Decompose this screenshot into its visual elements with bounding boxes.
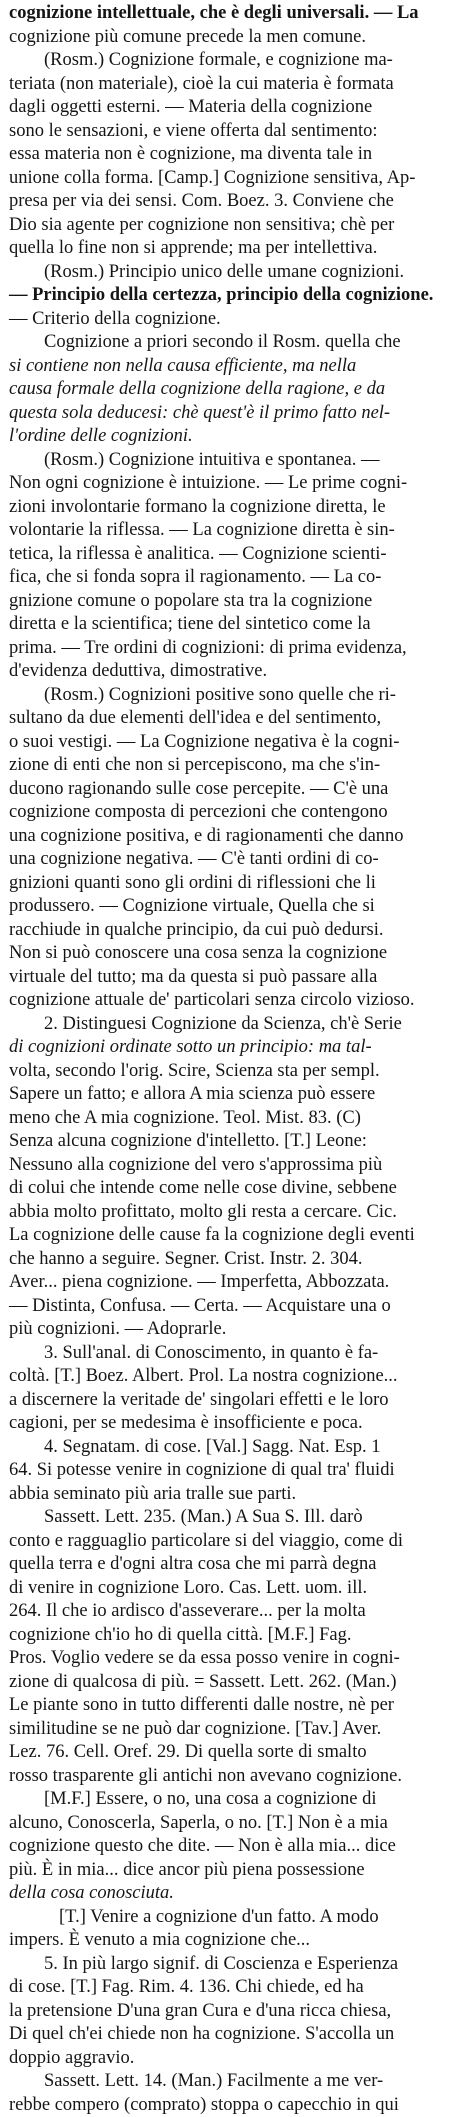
text-line: Non si può conoscere una cosa senza la cognizione xyxy=(9,942,466,966)
text-line: abbia seminato più aria tralle sue parti. xyxy=(9,1483,466,1507)
text-line: La cognizione delle cause fa la cognizione degli eventi xyxy=(9,1224,466,1248)
text-line: essa materia non è cognizione, ma diventa tale in xyxy=(9,143,466,167)
text-line: causa formale della cognizione della ragione, e da xyxy=(9,378,466,402)
text-line: 5. In più largo signif. di Coscienza e Esperienza xyxy=(9,1953,466,1977)
text-line: similitudine se ne può dar cognizione. [Tav.] Aver. xyxy=(9,1718,466,1742)
text-line: di cognizioni ordinate sotto un principio: ma tal- xyxy=(9,1036,466,1060)
text-line: teriata (non materiale), cioè la cui materia è formata xyxy=(9,73,466,97)
text-line: quella terra e d'ogni altra cosa che mi parrà degna xyxy=(9,1553,466,1577)
text-line: unione colla forma. [Camp.] Cognizione sensitiva, Ap- xyxy=(9,167,466,191)
text-line: Pros. Voglio vedere se da essa posso venire in cogni- xyxy=(9,1647,466,1671)
text-line: Non ogni cognizione è intuizione. — Le prime cogni- xyxy=(9,472,466,496)
text-line: di colui che intende come nelle cose divine, sebbene xyxy=(9,1177,466,1201)
text-line: di venire in cognizione Loro. Cas. Lett. uom. ill. xyxy=(9,1577,466,1601)
text-line: rebbe compero (comprato) stoppa o capecchio in qui xyxy=(9,2094,466,2117)
text-line: (Rosm.) Cognizione intuitiva e spontanea. — xyxy=(9,449,466,473)
text-line: conto e ragguaglio particolare si del viaggio, come di xyxy=(9,1530,466,1554)
text-line: — Principio della certezza, principio della cognizione. xyxy=(9,284,466,308)
text-line: tetica, la riflessa è analitica. — Cognizione scienti- xyxy=(9,543,466,567)
text-line: o suoi vestigi. — La Cognizione negativa è la cogni- xyxy=(9,731,466,755)
text-line: racchiude in qualche principio, da cui può dedursi. xyxy=(9,919,466,943)
text-line: Le piante sono in tutto differenti dalle nostre, nè per xyxy=(9,1694,466,1718)
text-line: virtuale del tutto; ma da questa si può passare alla xyxy=(9,966,466,990)
text-line: 4. Segnatam. di cose. [Val.] Sagg. Nat. Esp. 1 xyxy=(9,1436,466,1460)
text-line: [T.] Venire a cognizione d'un fatto. A modo xyxy=(9,1906,466,1930)
text-line: meno che A mia cognizione. Teol. Mist. 83. (C) xyxy=(9,1107,466,1131)
text-line: cognizione questo che dite. — Non è alla mia... dice xyxy=(9,1835,466,1859)
text-line: Nessuno alla cognizione del vero s'approssima più xyxy=(9,1154,466,1178)
text-line: (Rosm.) Cognizioni positive sono quelle che ri- xyxy=(9,684,466,708)
text-line: 2. Distinguesi Cognizione da Scienza, ch'è Serie xyxy=(9,1013,466,1037)
text-line: l'ordine delle cognizioni. xyxy=(9,425,466,449)
text-line: cognizione composta di percezioni che contengono xyxy=(9,801,466,825)
text-line: volontarie la riflessa. — La cognizione diretta è sin- xyxy=(9,519,466,543)
text-line: una cognizione negativa. — C'è tanti ordini di co- xyxy=(9,848,466,872)
text-line: Cognizione a priori secondo il Rosm. quella che xyxy=(9,331,466,355)
text-line: sono le sensazioni, e viene offerta dal sentimento: xyxy=(9,120,466,144)
text-line: a discernere la veritade de' singolari effetti e le loro xyxy=(9,1389,466,1413)
text-line: che hanno a seguire. Segner. Crist. Instr. 2. 304. xyxy=(9,1248,466,1272)
text-line: (Rosm.) Cognizione formale, e cognizione ma- xyxy=(9,49,466,73)
text-line: 3. Sull'anal. di Conoscimento, in quanto è fa- xyxy=(9,1342,466,1366)
text-line: zione di qualcosa di più. = Sassett. Lett. 262. (Man.) xyxy=(9,1671,466,1695)
text-line: più. È in mia... dice ancor più piena possessione xyxy=(9,1859,466,1883)
text-line: rosso trasparente gli antichi non avevano cognizione. xyxy=(9,1765,466,1789)
text-line: [M.F.] Essere, o no, una cosa a cognizione di xyxy=(9,1788,466,1812)
text-line: Senza alcuna cognizione d'intelletto. [T.] Leone: xyxy=(9,1130,466,1154)
text-line: gnizione comune o popolare sta tra la cognizione xyxy=(9,590,466,614)
text-line: Sapere un fatto; e allora A mia scienza può essere xyxy=(9,1083,466,1107)
text-line: zione di enti che non si percepiscono, ma che s'in- xyxy=(9,754,466,778)
text-line: abbia molto profittato, molto gli resta a cercare. Cic. xyxy=(9,1201,466,1225)
text-line: d'evidenza deduttiva, dimostrative. xyxy=(9,660,466,684)
text-line: Dio sia agente per cognizione non sensitiva; chè per xyxy=(9,214,466,238)
text-line: la pretensione D'una gran Cura e d'una ricca chiesa, xyxy=(9,2000,466,2024)
text-line: si contiene non nella causa efficiente, ma nella xyxy=(9,355,466,379)
text-line: sultano da due elementi dell'idea e del sentimento, xyxy=(9,707,466,731)
text-line: cognizione più comune precede la men comune. xyxy=(9,26,466,50)
text-line: di cose. [T.] Fag. Rim. 4. 136. Chi chiede, ed ha xyxy=(9,1976,466,2000)
text-line: dagli oggetti esterni. — Materia della cognizione xyxy=(9,96,466,120)
text-line: alcuno, Conoscerla, Saperla, o no. [T.] Non è a mia xyxy=(9,1812,466,1836)
text-line: produssero. — Cognizione virtuale, Quella che si xyxy=(9,895,466,919)
text-line: — Criterio della cognizione. xyxy=(9,308,466,332)
text-line: gnizioni quanti sono gli ordini di riflessioni che li xyxy=(9,872,466,896)
text-line: zioni involontarie formano la cognizione diretta, le xyxy=(9,496,466,520)
text-line: cagioni, per se medesima è insofficiente e poca. xyxy=(9,1412,466,1436)
text-line: cognizione intellettuale, che è degli universali. — La xyxy=(9,2,466,26)
text-line: Lez. 76. Cell. Oref. 29. Di quella sorte di smalto xyxy=(9,1741,466,1765)
text-line: una cognizione positiva, e di ragionamenti che danno xyxy=(9,825,466,849)
text-line: diretta e la scientifica; tiene del sintetico come la xyxy=(9,613,466,637)
text-line: questa sola deducesi: chè quest'è il primo fatto nel- xyxy=(9,402,466,426)
text-line: 64. Si potesse venire in cognizione di qual tra' fluidi xyxy=(9,1459,466,1483)
text-line: cognizione attuale de' particolari senza circolo vizioso. xyxy=(9,989,466,1013)
text-line: Sassett. Lett. 14. (Man.) Facilmente a me ver- xyxy=(9,2070,466,2094)
text-line: quella lo fine non si apprende; ma per intellettiva. xyxy=(9,237,466,261)
text-line: Di quel ch'ei chiede non ha cognizione. S'accolla un xyxy=(9,2023,466,2047)
text-line: della cosa conosciuta. xyxy=(9,1882,466,1906)
text-line: fica, che si fonda sopra il ragionamento. — La co- xyxy=(9,566,466,590)
text-line: presa per via dei sensi. Com. Boez. 3. Conviene che xyxy=(9,190,466,214)
text-line: più cognizioni. — Adoprarle. xyxy=(9,1318,466,1342)
text-line: (Rosm.) Principio unico delle umane cognizioni. xyxy=(9,261,466,285)
text-line: coltà. [T.] Boez. Albert. Prol. La nostra cognizione... xyxy=(9,1365,466,1389)
text-line: prima. — Tre ordini di cognizioni: di prima evidenza, xyxy=(9,637,466,661)
text-line: doppio aggravio. xyxy=(9,2047,466,2071)
text-line: Sassett. Lett. 235. (Man.) A Sua S. Ill. darò xyxy=(9,1506,466,1530)
text-line: 264. Il che io ardisco d'asseverare... per la molta xyxy=(9,1600,466,1624)
text-line: ducono ragionando sulle cose percepite. — C'è una xyxy=(9,778,466,802)
text-line: impers. È venuto a mia cognizione che... xyxy=(9,1929,466,1953)
text-line: cognizione ch'io ho di quella città. [M.F.] Fag. xyxy=(9,1624,466,1648)
text-line: volta, secondo l'orig. Scire, Scienza sta per sempl. xyxy=(9,1060,466,1084)
text-line: Aver... piena cognizione. — Imperfetta, Abbozzata. xyxy=(9,1271,466,1295)
text-line: — Distinta, Confusa. — Certa. — Acquistare una o xyxy=(9,1295,466,1319)
